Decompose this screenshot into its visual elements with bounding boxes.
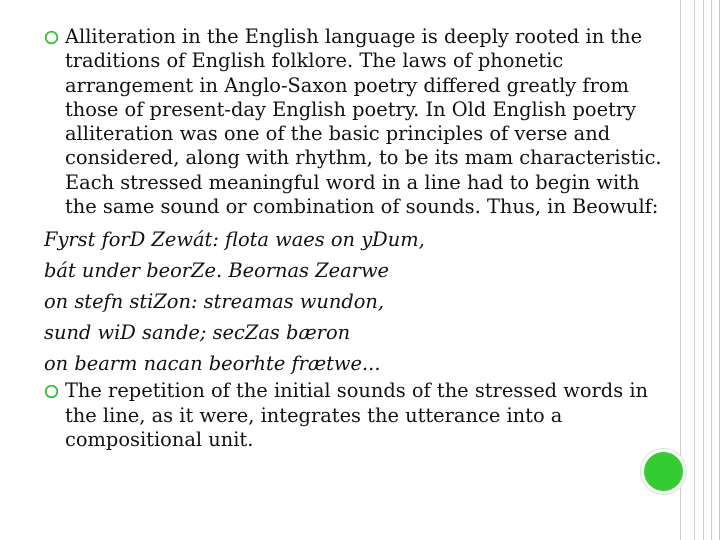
circle-bullet-icon [44,384,59,399]
paragraph-text: Alliteration in the English language is deeply rooted in the traditions of English folklore. The laws of phonetic arrangement in Anglo-Saxon poetry differed greatly from those of present-day English poetry. In Old English poetry alliteration was one of the basic principles of verse and considered, along with rhythm, to be its mam characteristic. Each stressed meaningful word in a line had to begin with the same sound or combination of sounds. Thus, in Beowulf: [65,25,662,219]
verse-line: sund wiD sande; secZas bæron [44,321,351,345]
bullet-paragraph-1 [44,25,674,219]
verse-line: on stefn stiZon: streamas wundon, [44,290,385,314]
circle-bullet-icon [44,30,59,45]
beowulf-verse [44,224,674,379]
paragraph-text: The repetition of the initial sounds of the stressed words in the line, as it were, integrates the utterance into a compositional unit. [65,379,649,451]
verse-line: Fyrst forD Zewát: flota waes on yDum, [44,228,425,252]
bullet-paragraph-2 [44,379,674,452]
frame-rail [703,0,704,540]
verse-line: on bearm nacan beorhte frætwe... [44,352,381,376]
verse-line: bát under beorZe. Beornas Zearwe [44,259,390,283]
frame-rail [711,0,712,540]
frame-rail [694,0,695,540]
slide-content [44,25,674,452]
green-circle-icon [641,449,686,494]
